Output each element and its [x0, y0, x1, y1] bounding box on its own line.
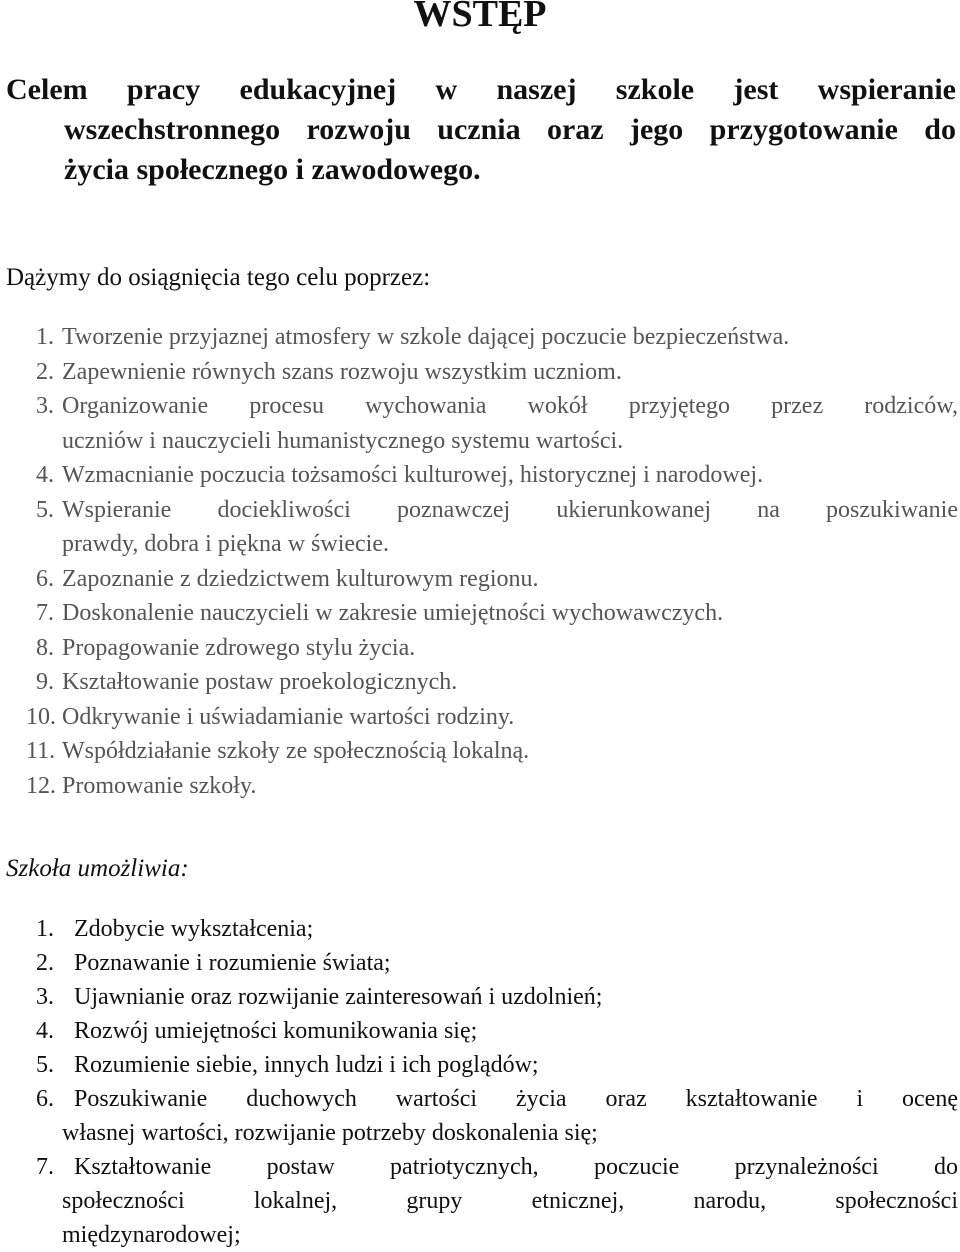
- list-item: [0, 700, 960, 735]
- item-text-continued: uczniów i nauczycieli humanistycznego systemu wartości.: [62, 427, 624, 454]
- item-number: 5.: [36, 496, 54, 523]
- item-number: 2.: [36, 950, 54, 976]
- item-text: Zapoznanie z dziedzictwem kulturowym regionu.: [62, 565, 539, 592]
- list-item: [0, 562, 960, 597]
- list-item: [0, 1014, 960, 1048]
- item-text: Propagowanie zdrowego stylu życia.: [62, 634, 416, 661]
- item-number: 3.: [36, 984, 54, 1010]
- item-text: Poznawanie i rozumienie świata;: [74, 950, 391, 976]
- enables-list: [0, 912, 960, 1252]
- item-number: 2.: [36, 358, 54, 385]
- intro-paragraph: [6, 70, 956, 190]
- item-number: 11.: [26, 738, 56, 764]
- item-number: 7.: [36, 600, 54, 626]
- intro-line: Celem pracy edukacyjnej w naszej szkole jest wspieranie: [6, 73, 956, 106]
- item-text: Odkrywanie i uświadamianie wartości rodziny.: [62, 703, 515, 730]
- item-text-continued: społeczności lokalnej, grupy etnicznej, narodu, społeczności: [62, 1188, 958, 1214]
- item-text: Organizowanie procesu wychowania wokół przyjętego przez rodziców,: [62, 393, 958, 419]
- intro-line: wszechstronnego rozwoju ucznia oraz jego przygotowanie do: [64, 113, 956, 146]
- list-item: [0, 355, 960, 390]
- item-text: Kształtowanie postaw patriotycznych, poczucie przynależności do: [74, 1154, 958, 1180]
- item-text: Ujawnianie oraz rozwijanie zainteresowań i uzdolnień;: [74, 984, 603, 1010]
- item-number: 9.: [36, 669, 54, 695]
- list-item: [0, 980, 960, 1014]
- item-number: 10.: [26, 703, 56, 730]
- item-text: Zapewnienie równych szans rozwoju wszystkim uczniom.: [62, 358, 622, 385]
- list-item: [0, 665, 960, 700]
- list-item: [0, 320, 960, 355]
- item-text: Współdziałanie szkoły ze społecznością lokalną.: [62, 738, 530, 764]
- list-item: [0, 912, 960, 946]
- item-number: 6.: [36, 1086, 54, 1112]
- list-item: [0, 596, 960, 631]
- item-text: Wzmacnianie poczucia tożsamości kulturowej, historycznej i narodowej.: [62, 462, 764, 488]
- page-title: WSTĘP: [413, 0, 547, 35]
- item-number: 4.: [36, 1018, 54, 1044]
- item-text: Promowanie szkoły.: [62, 772, 257, 799]
- item-number: 1.: [36, 324, 54, 350]
- item-number: 7.: [36, 1154, 54, 1180]
- item-text-continued: międzynarodowej;: [62, 1222, 241, 1248]
- item-text: Kształtowanie postaw proekologicznych.: [62, 669, 458, 695]
- item-text: Zdobycie wykształcenia;: [74, 916, 314, 942]
- item-text-continued: prawdy, dobra i piękna w świecie.: [62, 531, 389, 557]
- item-text-continued: własnej wartości, rozwijanie potrzeby doskonalenia się;: [62, 1120, 598, 1146]
- item-number: 4.: [36, 462, 54, 488]
- item-text: Poszukiwanie duchowych wartości życia oraz kształtowanie i ocenę: [74, 1086, 958, 1112]
- goals-list: [0, 320, 960, 803]
- item-number: 5.: [36, 1052, 54, 1078]
- list-item: [0, 389, 960, 458]
- lead-sentence: Dążymy do osiągnięcia tego celu poprzez:: [6, 264, 431, 291]
- item-text: Doskonalenie nauczycieli w zakresie umiejętności wychowawczych.: [62, 600, 724, 626]
- list-item: [0, 946, 960, 980]
- section-heading: Szkoła umożliwia:: [6, 855, 189, 882]
- item-number: 6.: [36, 565, 54, 592]
- item-number: 12.: [26, 772, 56, 799]
- list-item: [0, 493, 960, 562]
- item-text: Wspieranie dociekliwości poznawczej ukierunkowanej na poszukiwanie: [62, 496, 958, 523]
- list-item: [0, 1048, 960, 1082]
- list-item: [0, 1150, 960, 1252]
- list-item: [0, 734, 960, 769]
- item-text: Tworzenie przyjaznej atmosfery w szkole dającej poczucie bezpieczeństwa.: [62, 324, 790, 350]
- item-text: Rozwój umiejętności komunikowania się;: [74, 1018, 478, 1044]
- item-number: 1.: [36, 916, 54, 942]
- list-item: [0, 458, 960, 493]
- intro-line: życia społecznego i zawodowego.: [64, 153, 481, 186]
- list-item: [0, 769, 960, 804]
- list-item: [0, 1082, 960, 1150]
- item-number: 8.: [36, 634, 54, 661]
- item-number: 3.: [36, 393, 54, 419]
- item-text: Rozumienie siebie, innych ludzi i ich poglądów;: [74, 1052, 539, 1078]
- list-item: [0, 631, 960, 666]
